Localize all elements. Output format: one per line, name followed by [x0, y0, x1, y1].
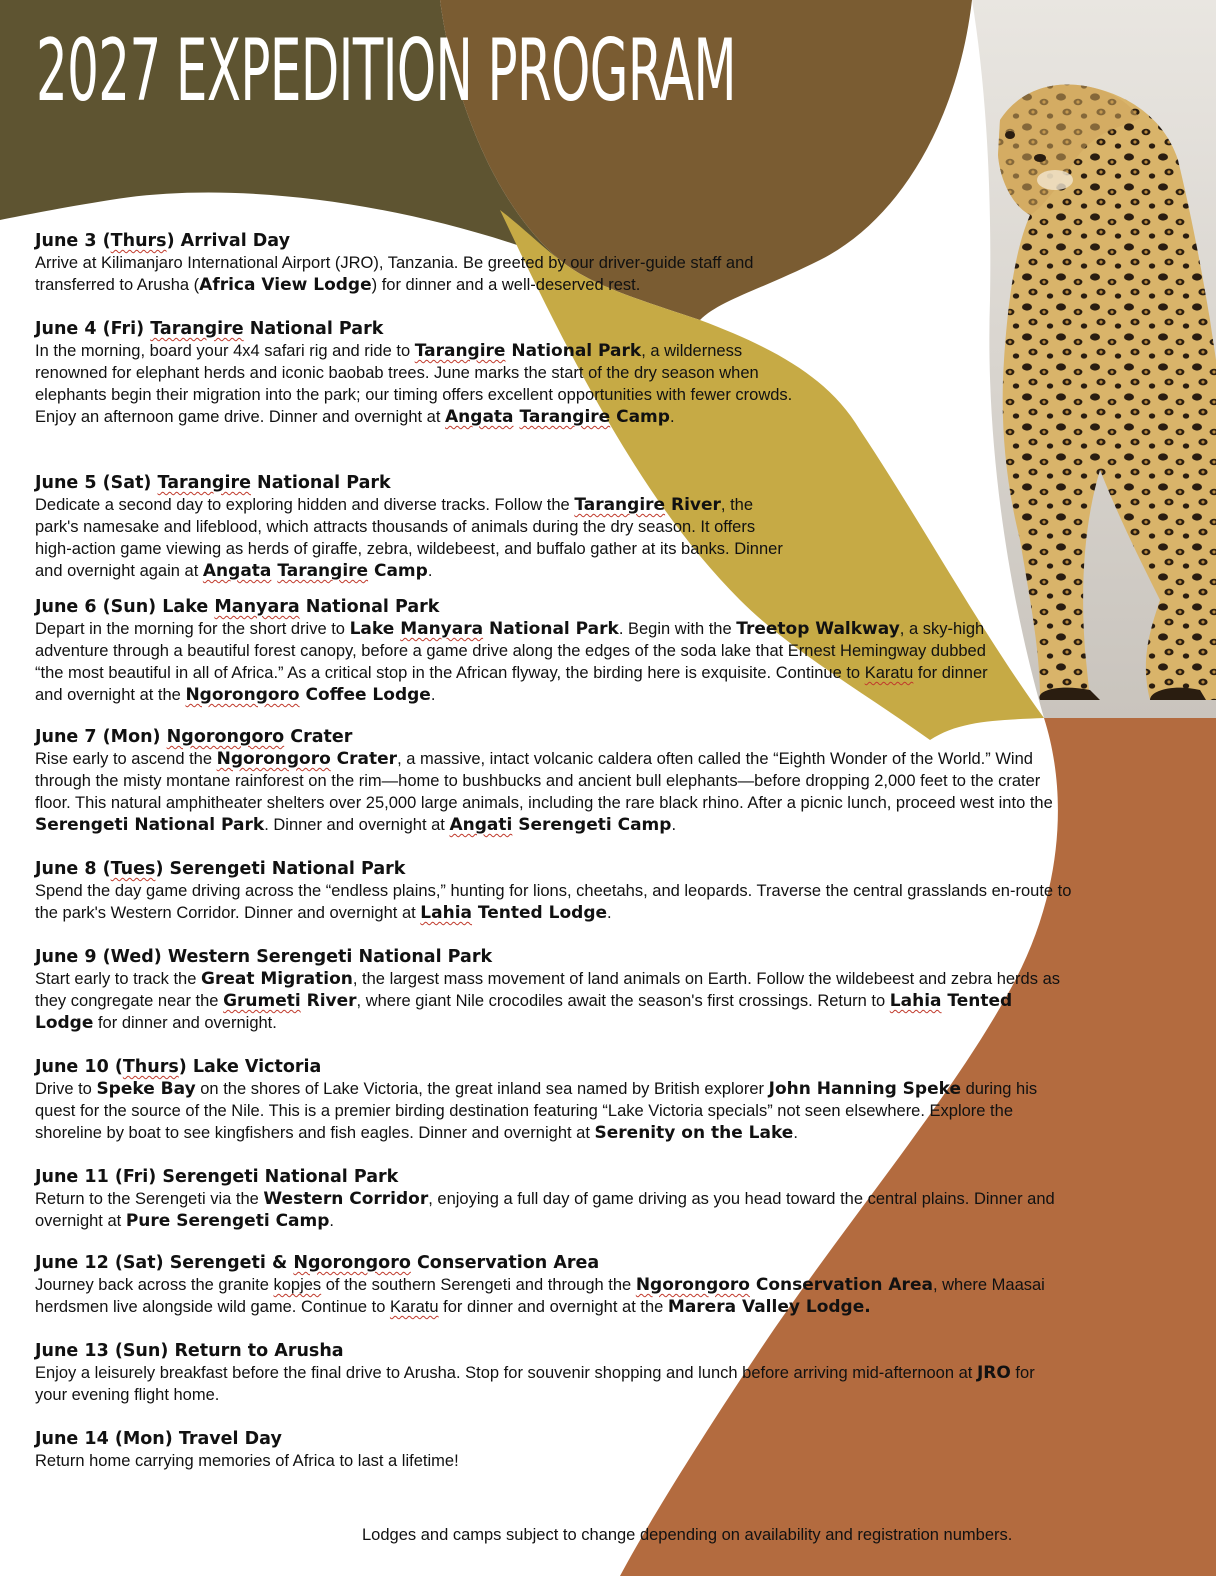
text-run: Tues [110, 859, 156, 879]
highlight-place: Conservation Area [749, 1275, 933, 1295]
day-entry [35, 472, 1095, 582]
text-run: on the shores of Lake Victoria, the great inland sea named by British explorer [195, 1080, 769, 1098]
highlight-place: Ngorongoro [185, 685, 300, 705]
highlight-place: Great Migration [200, 969, 353, 989]
day-description [35, 1274, 1065, 1318]
text-run: Karatu [864, 664, 914, 682]
text-run: Thurs [110, 231, 167, 251]
text-run: Ngorongoro [166, 727, 285, 747]
text-run: June 4 (Fri) [35, 319, 151, 339]
text-run: June 5 (Sat) [35, 473, 158, 493]
highlight-place: Serengeti National Park [35, 815, 265, 835]
text-run: June 8 ( [35, 859, 111, 879]
highlight-place: Africa View Lodge [199, 275, 372, 295]
text-run: National Park [299, 597, 440, 617]
text-run: . [427, 562, 433, 580]
highlight-place: National Park [483, 619, 619, 639]
footnote: Lodges and camps subject to change depending on availability and registration numbers. [362, 1526, 1013, 1544]
day-title [35, 858, 1095, 880]
highlight-place: Crater [330, 749, 398, 769]
highlight-place: Serengeti Camp [512, 815, 672, 835]
text-run: June 11 (Fri) Serengeti National Park [35, 1167, 399, 1187]
text-run: June 13 (Sun) Return to Arusha [35, 1341, 344, 1361]
highlight-place: Grumeti [223, 991, 301, 1011]
highlight-place: Lake [349, 619, 401, 639]
text-run: for dinner and overnight at the [438, 1298, 668, 1316]
highlight-place: Tented Lodge [35, 991, 1013, 1033]
highlight-place: John Hanning Speke [768, 1079, 961, 1099]
day-description [35, 748, 1080, 836]
highlight-place: Lahia [889, 991, 942, 1011]
day-entry [35, 858, 1095, 924]
day-title [35, 946, 1095, 968]
text-run: kopjes [273, 1276, 322, 1294]
day-entry [35, 230, 1095, 296]
day-title [35, 1428, 1095, 1450]
highlight-place: Serenity on the Lake [594, 1123, 794, 1143]
day-description [35, 340, 795, 428]
day-description [35, 1078, 1065, 1144]
text-run: Thurs [122, 1057, 179, 1077]
text-run: Return home carrying memories of Africa to last a lifetime! [35, 1452, 459, 1470]
day-entry [35, 726, 1095, 836]
text-run: ) Arrival Day [166, 231, 290, 251]
day-entry [35, 1428, 1095, 1472]
text-run: Spend the day game driving across the “endless plains,” hunting for lions, cheetahs, and leopards. Traverse the central grasslands en-route to the park's Western Corridor. Dinner and overnight at [35, 882, 1072, 922]
text-run: . [671, 816, 677, 834]
text-run: Enjoy a leisurely breakfast before the final drive to Arusha. Stop for souvenir shopping and lunch before arriving mid-afternoon at [35, 1364, 977, 1382]
text-run: June 9 (Wed) Western Serengeti National Park [35, 947, 493, 967]
highlight-place: Treetop Walkway [736, 619, 900, 639]
text-run: Manyara [214, 597, 300, 617]
day-entry [35, 1252, 1095, 1318]
text-run: . Begin with the [618, 620, 737, 638]
highlight-place: Western Corridor [263, 1189, 429, 1209]
text-run: ) Lake Victoria [178, 1057, 322, 1077]
text-run: ) for dinner and a well-deserved rest. [371, 276, 641, 294]
text-run: Conservation Area [410, 1253, 600, 1273]
text-run: , a wilderness renowned for elephant herds and iconic baobab trees. June marks the start of the dry season when elephants begin their migration into the park; our timing offers excellent opportunities with fewer crowds. Enjoy an afternoon game drive. Dinner and overnight at [35, 342, 793, 426]
highlight-place: River [300, 991, 357, 1011]
highlight-place: Speke Bay [96, 1079, 196, 1099]
text-run: . [793, 1124, 798, 1142]
day-title [35, 1166, 1095, 1188]
day-title [35, 230, 1095, 252]
text-run: National Park [243, 319, 384, 339]
text-run: National Park [250, 473, 391, 493]
highlight-place: Angata [202, 561, 272, 581]
text-run: , enjoying a full day of game driving as you head toward the central plains. Dinner and overnight at [35, 1190, 1055, 1230]
day-description [35, 880, 1085, 924]
text-run: for dinner and overnight. [93, 1014, 277, 1032]
day-title [35, 1252, 1095, 1274]
text-run: June 7 (Mon) [35, 727, 167, 747]
highlight-place: Camp [610, 407, 670, 427]
day-description [35, 1450, 1075, 1472]
day-entry [35, 946, 1095, 1034]
day-title [35, 1340, 1095, 1362]
highlight-place: Lahia [420, 903, 473, 923]
text-run: Ngorongoro [293, 1253, 411, 1273]
highlight-place: Tarangire [574, 495, 666, 515]
text-run: . Dinner and overnight at [264, 816, 450, 834]
text-run: Rise early to ascend the [35, 750, 217, 768]
highlight-place: Tarangire [519, 407, 611, 427]
highlight-place: Angata [445, 407, 514, 427]
highlight-place: Pure Serengeti Camp [125, 1211, 330, 1231]
day-entry [35, 1056, 1095, 1144]
day-description [35, 1362, 1065, 1406]
text-run: Tarangire [150, 319, 244, 339]
text-run: , the park's namesake and lifeblood, which attracts thousands of animals during the dry season. It offers high-action game viewing as herds of giraffe, zebra, wildebeest, and buffalo gather at its banks. Dinner and overnight again at [35, 496, 783, 580]
highlight-place: Coffee Lodge [299, 685, 431, 705]
highlight-place: Angati [449, 815, 513, 835]
day-description [35, 1188, 1075, 1232]
text-run: , a sky-high adventure through a beautiful forest canopy, before a game drive along the edges of the soda lake that Ernest Hemingway dubbed “the most beautiful in all of Africa.” As a critical stop in the African flyway, the birding here is exquisite. Continue to [35, 620, 986, 682]
day-description [35, 968, 1065, 1034]
text-run: Tarangire [157, 473, 251, 493]
text-run: . [607, 904, 612, 922]
text-run: Drive to [35, 1080, 97, 1098]
text-run: June 12 (Sat) Serengeti & [35, 1253, 294, 1273]
text-run: June 3 ( [35, 231, 111, 251]
day-title [35, 472, 1095, 494]
text-run: June 6 (Sun) Lake [35, 597, 215, 617]
text-run: June 10 ( [35, 1057, 123, 1077]
highlight-place: River [665, 495, 721, 515]
text-run: . [329, 1212, 334, 1230]
day-title [35, 596, 1095, 618]
text-run: In the morning, board your 4x4 safari rig and ride to [35, 342, 415, 360]
text-run: during his quest for the source of the Nile. This is a premier birding destination featuring “Lake Victoria specials” not seen elsewhere. Explore the shoreline by boat to see kingfishers and fish eagles. Dinner and overnight at [35, 1080, 1038, 1142]
text-run: Return to the Serengeti via the [35, 1190, 264, 1208]
day-entry [35, 1166, 1095, 1232]
day-description [35, 494, 795, 582]
text-run: for your evening flight home. [35, 1364, 1035, 1404]
text-run: Journey back across the granite [35, 1276, 274, 1294]
day-entry [35, 318, 1095, 428]
highlight-place: JRO [976, 1363, 1011, 1383]
highlight-place: Marera Valley Lodge. [667, 1297, 871, 1317]
highlight-place: Tarangire [414, 341, 506, 361]
text-run: of the southern Serengeti and through the [321, 1276, 636, 1294]
text-run: Karatu [389, 1298, 439, 1316]
day-description [35, 618, 1015, 706]
highlight-place: Ngorongoro [635, 1275, 750, 1295]
page-title: 2027 EXPEDITION PROGRAM [36, 21, 736, 121]
day-description [35, 252, 775, 296]
text-run: Arrive at Kilimanjaro International Airport (JRO), Tanzania. Be greeted by our driver-guide staff and transferred to Arusha ( [35, 254, 754, 294]
highlight-place: Ngorongoro [216, 749, 331, 769]
text-run: Start early to track the [35, 970, 201, 988]
day-entry [35, 1340, 1095, 1406]
highlight-place: Manyara [400, 619, 484, 639]
text-run: , where Maasai herdsmen live alongside wild game. Continue to [35, 1276, 1045, 1316]
text-run: ) Serengeti National Park [155, 859, 406, 879]
day-title [35, 318, 1095, 340]
highlight-place: Tarangire [277, 561, 369, 581]
text-run: June 14 (Mon) Travel Day [35, 1429, 282, 1449]
highlight-place: Tented Lodge [472, 903, 608, 923]
text-run: , a massive, intact volcanic caldera often called the “Eighth Wonder of the World.” Wind through the misty montane rainforest on the rim—home to bushbucks and ancient bull elephants—before dropping 2,000 feet to the crater floor. This natural amphitheater shelters over 25,000 large animals, including the rare black rhino. After a picnic lunch, proceed west into the [35, 750, 1053, 812]
text-run: . [430, 686, 436, 704]
text-run: Depart in the morning for the short drive to [35, 620, 350, 638]
day-entry [35, 596, 1095, 706]
text-run: Dedicate a second day to exploring hidden and diverse tracks. Follow the [35, 496, 575, 514]
text-run: , where giant Nile crocodiles await the season's first crossings. Return to [356, 992, 890, 1010]
highlight-place: National Park [505, 341, 642, 361]
text-run: , the largest mass movement of land animals on Earth. Follow the wildebeest and zebra herds as they congregate near the [35, 970, 1060, 1010]
text-run: Crater [284, 727, 353, 747]
text-run: . [669, 408, 675, 426]
text-run: for dinner and overnight at the [35, 664, 988, 704]
highlight-place: Camp [368, 561, 428, 581]
day-title [35, 726, 1095, 748]
day-title [35, 1056, 1095, 1078]
